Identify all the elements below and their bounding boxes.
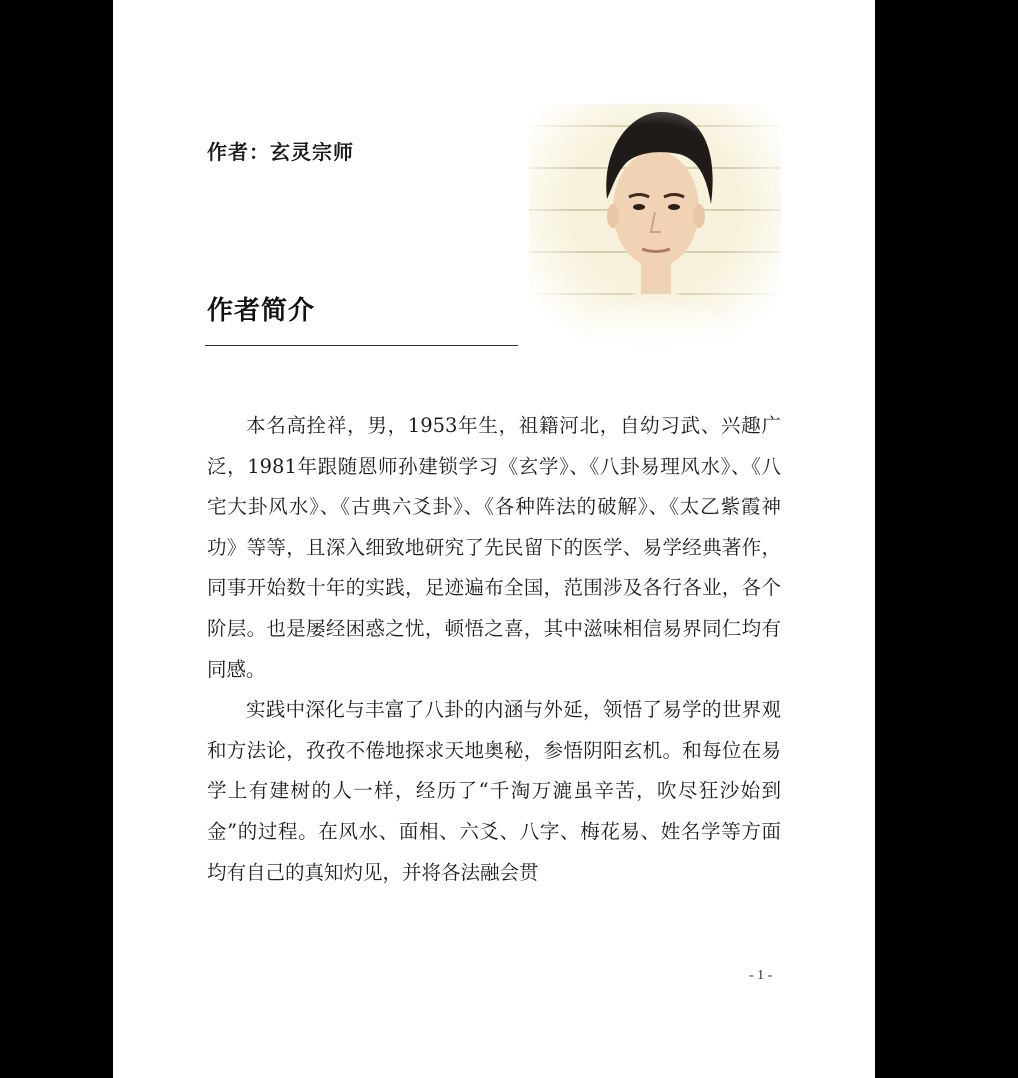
author-portrait-image xyxy=(529,104,781,352)
title-underline xyxy=(205,345,518,346)
page-number: - 1 - xyxy=(749,968,773,983)
author-line: 作者：玄灵宗师 xyxy=(207,140,354,164)
paragraph: 实践中深化与丰富了八卦的内涵与外延，领悟了易学的世界观和方法论，孜孜不倦地探求天地奥秘，参悟阴阳玄机。和每位在易学上有建树的人一样，经历了“千淘万漉虽辛苦，吹尽狂沙始到金”的过程。在风水、面相、六爻、八字、梅花易、姓名学等方面均有自己的真知灼见，并将各法融会贯 xyxy=(207,698,781,884)
paragraph: 本名高拴祥，男，1953年生，祖籍河北，自幼习武、兴趣广泛，1981年跟随恩师孙建锁学习《玄学》、《八卦易理风水》、《八宅大卦风水》、《古典六爻卦》、《各种阵法的破解》、《太乙紫霞神功》等等，且深入细致地研究了先民留下的医学、易学经典著作，同事开始数十年的实践，足迹遍布全国，范围涉及各行各业，各个阶层。也是屡经困惑之忧，顿悟之喜，其中滋味相信易界同仁均有同感。 xyxy=(207,414,781,681)
body-text xyxy=(207,406,781,893)
author-portrait xyxy=(529,104,781,352)
section-title: 作者简介 xyxy=(207,296,316,326)
document-page xyxy=(113,0,875,1078)
